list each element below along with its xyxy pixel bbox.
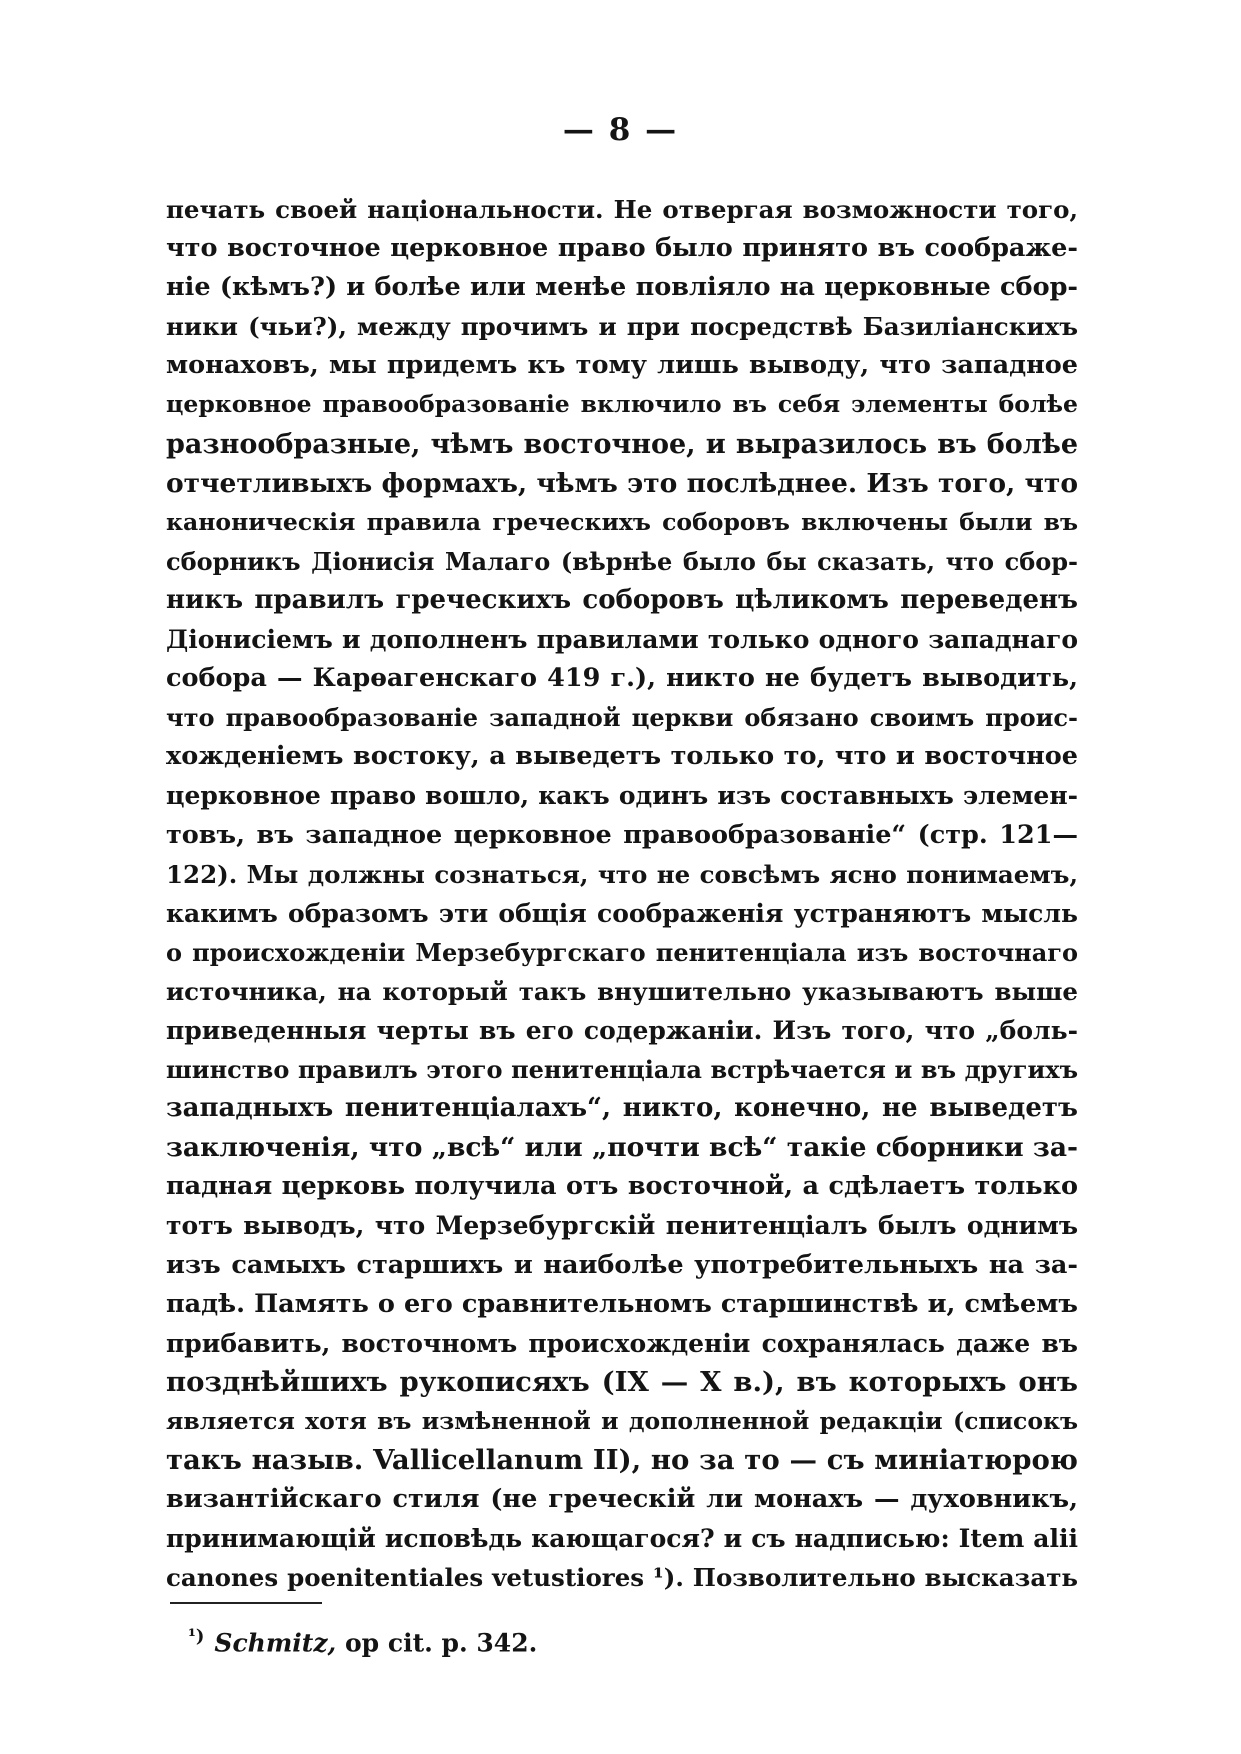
text-line: о происхожденіи Мерзебургскаго пенитенціала изъ восточнаго <box>166 937 1078 967</box>
text-line: сборникъ Діонисія Малаго (вѣрнѣе было бы сказать, что сбор- <box>166 546 1078 576</box>
text-line: западныхъ пенитенціалахъ“, никто, конечно, не выведетъ <box>166 1093 1078 1124</box>
text-line: является хотя въ измѣненной и дополненной редакціи (списокъ <box>166 1406 1078 1435</box>
footnote-marker: ¹) <box>188 1626 205 1647</box>
text-line: принимающій исповѣдь кающагося? и съ надписью: Item alii <box>166 1524 1078 1554</box>
text-line: Діонисіемъ и дополненъ правилами только одного западнаго <box>166 625 1078 655</box>
text-line: ники (чьи?), между прочимъ и при посредствѣ Базиліанскихъ <box>166 312 1078 342</box>
text-line: монаховъ, мы придемъ къ тому лишь выводу, что западное <box>166 350 1078 381</box>
text-line: отчетливыхъ формахъ, чѣмъ это послѣднее. Изъ того, что <box>166 467 1078 499</box>
footnote <box>188 1620 537 1660</box>
text-line: такъ назыв. Vallicellanum II), но за то — съ миніатюрою <box>166 1444 1078 1476</box>
body-text <box>166 190 1078 1597</box>
text-line: изъ самыхъ старшихъ и наиболѣе употребительныхъ на за- <box>166 1249 1078 1280</box>
text-line: византійскаго стиля (не греческій ли монахъ — духовникъ, <box>166 1484 1078 1515</box>
footnote-text: op cit. p. 342. <box>344 1628 538 1658</box>
text-line: шинство правилъ этого пенитенціала встрѣчается и въ другихъ <box>166 1055 1078 1085</box>
text-line: разнообразные, чѣмъ восточное, и выразилось въ болѣе <box>166 428 1078 460</box>
text-line: хожденіемъ востоку, а выведетъ только то, что и восточное <box>166 741 1078 772</box>
text-line: печать своей національности. Не отвергая возможности того, <box>166 195 1078 224</box>
text-line: что правообразованіе западной церкви обязано своимъ проис- <box>166 703 1078 733</box>
text-line: собора — Карѳагенскаго 419 г.), никто не будетъ выводить, <box>166 663 1078 694</box>
text-line: прибавить, восточномъ происхожденіи сохранялась даже въ <box>166 1328 1078 1358</box>
text-line: приведенныя черты въ его содержаніи. Изъ того, что „боль- <box>166 1015 1078 1045</box>
text-line: товъ, въ западное церковное правообразованіе“ (стр. 121— <box>166 819 1078 850</box>
text-line: canones poenitentiales vetustiores ¹). Позволительно высказать <box>166 1563 1078 1593</box>
text-line: никъ правилъ греческихъ соборовъ цѣликомъ переведенъ <box>166 584 1078 615</box>
page-number: — 8 — <box>562 112 679 148</box>
text-line: ніе (кѣмъ?) и болѣе или менѣе повліяло на церковные сбор- <box>166 272 1078 303</box>
text-line: падѣ. Память о его сравнительномъ старшинствѣ и, смѣемъ <box>166 1288 1078 1319</box>
footnote-author: Schmitz, <box>214 1628 337 1658</box>
text-line: что восточное церковное право было принято въ соображе- <box>166 233 1078 264</box>
text-line: каноническія правила греческихъ соборовъ включены были въ <box>166 507 1078 536</box>
text-line: источника, на который такъ внушительно указываютъ выше <box>166 976 1078 1006</box>
text-line: церковное правообразованіе включило въ себя элементы болѣе <box>166 390 1078 419</box>
text-line: тотъ выводъ, что Мерзебургскій пенитенціалъ былъ однимъ <box>166 1211 1078 1241</box>
text-line: падная церковь получила отъ восточной, а сдѣлаетъ только <box>166 1171 1078 1202</box>
text-line: 122). Мы должны сознаться, что не совсѣмъ ясно понимаемъ, <box>166 859 1078 889</box>
text-line: заключенія, что „всѣ“ или „почти всѣ“ такіе сборники за- <box>166 1132 1078 1164</box>
text-line: позднѣйшихъ рукописяхъ (IX — X в.), въ которыхъ онъ <box>166 1365 1078 1398</box>
text-line: какимъ образомъ эти общія соображенія устраняютъ мысль <box>166 898 1078 928</box>
footnote-divider <box>170 1602 322 1604</box>
text-line: церковное право вошло, какъ одинъ изъ составныхъ элемен- <box>166 781 1078 811</box>
